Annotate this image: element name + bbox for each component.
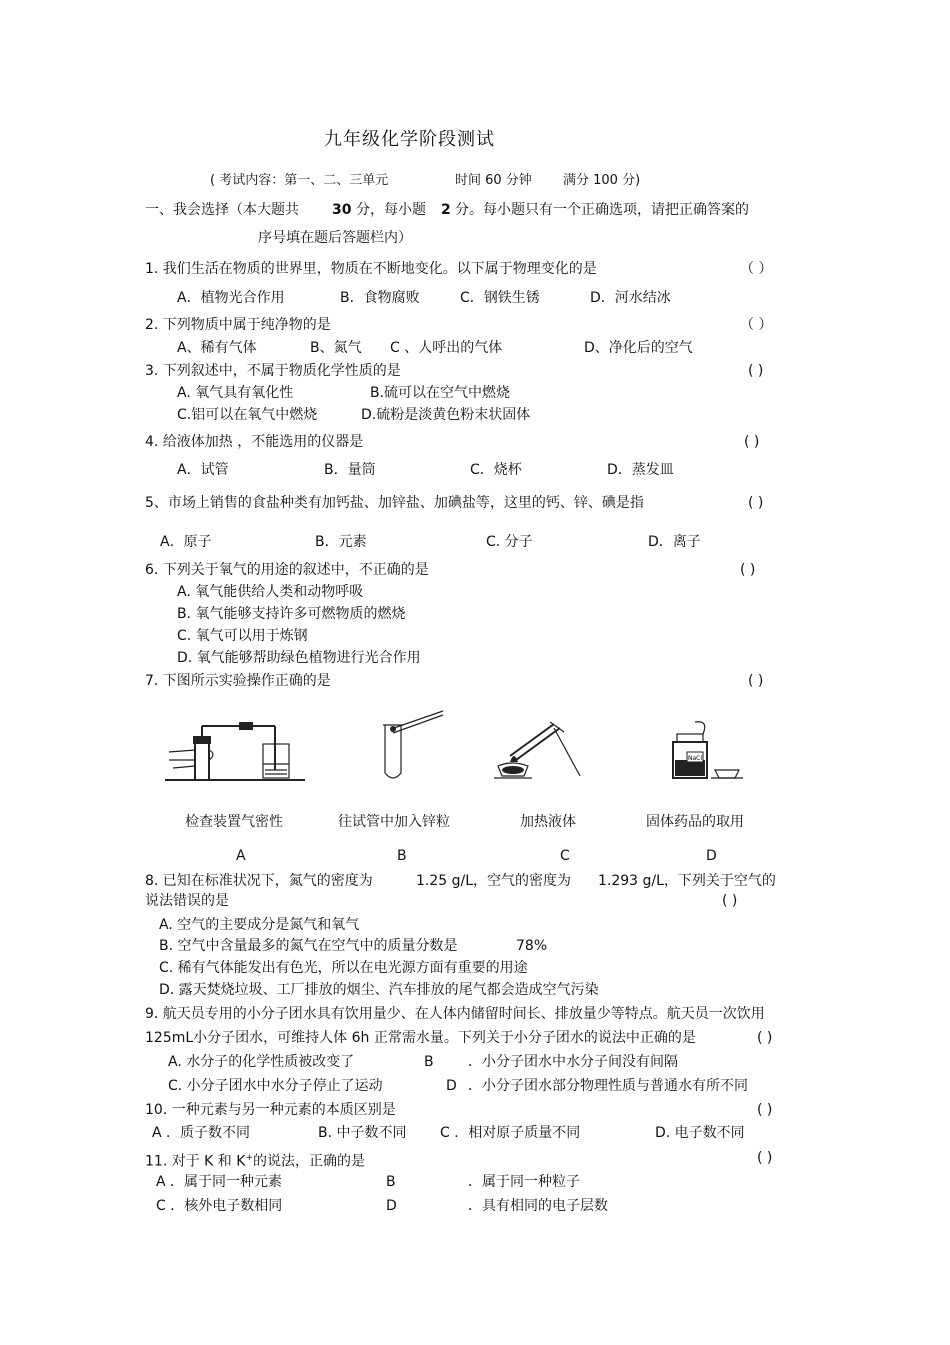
q6-option-d: D. 氧气能够帮助绿色植物进行光合作用 xyxy=(177,650,421,666)
exam-time: 时间 60 分钟 xyxy=(455,173,532,188)
q2-answer-paren: （ ） xyxy=(740,317,773,333)
section-item-score: 2 xyxy=(441,202,451,218)
q8-stem-b: 说法错误的是 xyxy=(145,893,229,909)
q4-option-c: C．烧杯 xyxy=(470,462,522,478)
q5-option-b: B．元素 xyxy=(315,534,367,550)
q9-stem-b: 125mL小分子团水，可维持人体 6h 正常需水量。下列关于小分子团水的说法中正确的是 xyxy=(145,1030,696,1046)
q9-option-d: ．小分子团水部分物理性质与普通水有所不同 xyxy=(468,1078,748,1094)
q3-answer-paren: ( ) xyxy=(748,363,764,379)
q2-option-c: C 、人呼出的气体 xyxy=(390,340,503,356)
q8-option-b: B. 空气中含量最多的氮气在空气中的质量分数是 xyxy=(159,938,458,954)
q7-stem: 7. 下图所示实验操作正确的是 xyxy=(145,673,331,689)
q7-letter-a: A xyxy=(236,848,246,864)
q11-option-c: C ．核外电子数相同 xyxy=(156,1198,283,1214)
q1-option-a: A．植物光合作用 xyxy=(177,290,285,306)
q4-option-d: D．蒸发皿 xyxy=(607,462,674,478)
page-title: 九年级化学阶段测试 xyxy=(324,129,495,150)
section-instruction-line2: 序号填在题后答题栏内） xyxy=(258,230,412,246)
q1-option-c: C．钢铁生锈 xyxy=(460,290,540,306)
q7-caption-c: 加热液体 xyxy=(520,814,576,830)
q11-stem-b: 的说法，正确的是 xyxy=(252,1153,365,1170)
q9-stem-a: 9. 航天员专用的小分子团水具有饮用量少、在人体内储留时间长、排放量少等特点。航天员一次饮用 xyxy=(145,1006,765,1022)
q1-option-d: D．河水结冰 xyxy=(590,290,671,306)
q8-option-c: C. 稀有气体能发出有色光，所以在电光源方面有重要的用途 xyxy=(159,960,528,976)
q11-option-b-letter: B xyxy=(386,1174,396,1190)
q10-option-d: D. 电子数不同 xyxy=(655,1125,745,1141)
exam-content: ( 考试内容：第一、二、三单元 xyxy=(210,173,389,188)
q9-option-a: A. 水分子的化学性质被改变了 xyxy=(168,1054,355,1070)
q5-option-c: C. 分子 xyxy=(486,534,533,550)
solid-reagent-figure xyxy=(665,720,745,782)
q10-option-a: A ．质子数不同 xyxy=(152,1125,251,1141)
q7-letter-b: B xyxy=(397,848,407,864)
q11-option-d: ．具有相同的电子层数 xyxy=(468,1198,608,1214)
q6-option-a: A. 氧气能供给人类和动物呼吸 xyxy=(177,584,364,600)
q5-option-a: A．原子 xyxy=(160,534,212,550)
q1-option-b: B．食物腐败 xyxy=(340,290,420,306)
q1-stem: 1. 我们生活在物质的世界里，物质在不断地变化。以下属于物理变化的是 xyxy=(145,261,597,277)
q11-option-b: ．属于同一种粒子 xyxy=(468,1174,580,1190)
exam-score: 满分 100 分) xyxy=(563,173,641,188)
heating-liquid-figure xyxy=(492,716,587,782)
q9-option-b: ．小分子团水中水分子间没有间隔 xyxy=(468,1054,678,1070)
q10-option-c: C ．相对原子质量不同 xyxy=(440,1125,581,1141)
q4-stem: 4. 给液体加热 ，不能选用的仪器是 xyxy=(145,434,364,450)
q2-stem: 2. 下列物质中属于纯净物的是 xyxy=(145,317,331,333)
q2-option-a: A、稀有气体 xyxy=(177,340,257,356)
q6-option-c: C. 氧气可以用于炼钢 xyxy=(177,628,308,644)
q7-caption-d: 固体药品的取用 xyxy=(646,814,744,830)
q3-option-d: D.硫粉是淡黄色粉末状固体 xyxy=(361,407,531,423)
q5-option-d: D．离子 xyxy=(648,534,701,550)
q7-caption-b: 往试管中加入锌粒 xyxy=(338,814,450,830)
q3-option-a: A. 氧气具有氧化性 xyxy=(177,385,294,401)
section-instruction-a: 一、我会选择（本大题共 xyxy=(145,202,299,218)
q11-stem-a: 11. 对于 K 和 K xyxy=(145,1153,246,1170)
q4-answer-paren: ( ) xyxy=(744,434,760,450)
q9-option-c: C. 小分子团水中水分子停止了运动 xyxy=(168,1078,383,1094)
q7-caption-a: 检查装置气密性 xyxy=(185,814,283,830)
q7-letter-c: C xyxy=(560,848,570,864)
q11-option-a: A ．属于同一种元素 xyxy=(156,1174,283,1190)
q8-option-d: D. 露天焚烧垃圾、工厂排放的烟尘、汽车排放的尾气都会造成空气污染 xyxy=(159,982,599,998)
section-instruction-c: 分。每小题只有一个正确选项，请把正确答案的 xyxy=(455,202,749,218)
q11-answer-paren: ( ) xyxy=(757,1150,773,1166)
q11-superscript: + xyxy=(245,1153,253,1163)
q1-answer-paren: （ ） xyxy=(740,261,773,277)
q7-letter-d: D xyxy=(706,848,717,864)
q3-option-c: C.铝可以在氧气中燃烧 xyxy=(177,407,318,423)
q6-answer-paren: ( ) xyxy=(740,562,756,578)
q8-answer-paren: ( ) xyxy=(722,893,738,909)
q9-option-d-letter: D xyxy=(446,1078,457,1094)
q8-nitrogen-density: 1.25 g/L，空气的密度为 xyxy=(416,873,572,889)
q6-stem: 6. 下列关于氧气的用途的叙述中，不正确的是 xyxy=(145,562,429,578)
q11-stem xyxy=(145,1149,365,1171)
q6-option-b: B. 氧气能够支持许多可燃物质的燃烧 xyxy=(177,606,406,622)
q8-stem-a: 8. 已知在标准状况下，氮气的密度为 xyxy=(145,873,373,889)
q8-option-b-value: 78% xyxy=(516,938,548,954)
test-tube-zinc-figure xyxy=(375,707,455,783)
q2-option-b: B、氮气 xyxy=(310,340,362,356)
q2-option-d: D、净化后的空气 xyxy=(584,340,693,356)
q3-option-b: B.硫可以在空气中燃烧 xyxy=(370,385,511,401)
q9-answer-paren: ( ) xyxy=(757,1030,773,1046)
section-instruction-b: 分，每小题 xyxy=(356,202,426,218)
q5-answer-paren: ( ) xyxy=(748,495,764,511)
q10-answer-paren: ( ) xyxy=(757,1102,773,1118)
q3-stem: 3. 下列叙述中，不属于物质化学性质的是 xyxy=(145,363,401,379)
q8-air-density: 1.293 g/L，下列关于空气的 xyxy=(598,873,776,889)
section-total-score: 30 xyxy=(332,202,352,218)
airtightness-check-figure xyxy=(165,720,310,785)
q4-option-b: B．量筒 xyxy=(324,462,376,478)
q11-option-d-letter: D xyxy=(386,1198,397,1214)
q10-option-b: B. 中子数不同 xyxy=(318,1125,407,1141)
q5-stem: 5、市场上销售的食盐种类有加钙盐、加锌盐、加碘盐等，这里的钙、锌、碘是指 xyxy=(145,495,644,511)
q4-option-a: A．试管 xyxy=(177,462,229,478)
q10-stem: 10. 一种元素与另一种元素的本质区别是 xyxy=(145,1102,396,1118)
q9-option-b-letter: B xyxy=(424,1054,434,1070)
q8-option-a: A. 空气的主要成分是氮气和氧气 xyxy=(159,917,360,933)
bottle-label: NaCl xyxy=(687,755,703,762)
q7-answer-paren: ( ) xyxy=(748,673,764,689)
